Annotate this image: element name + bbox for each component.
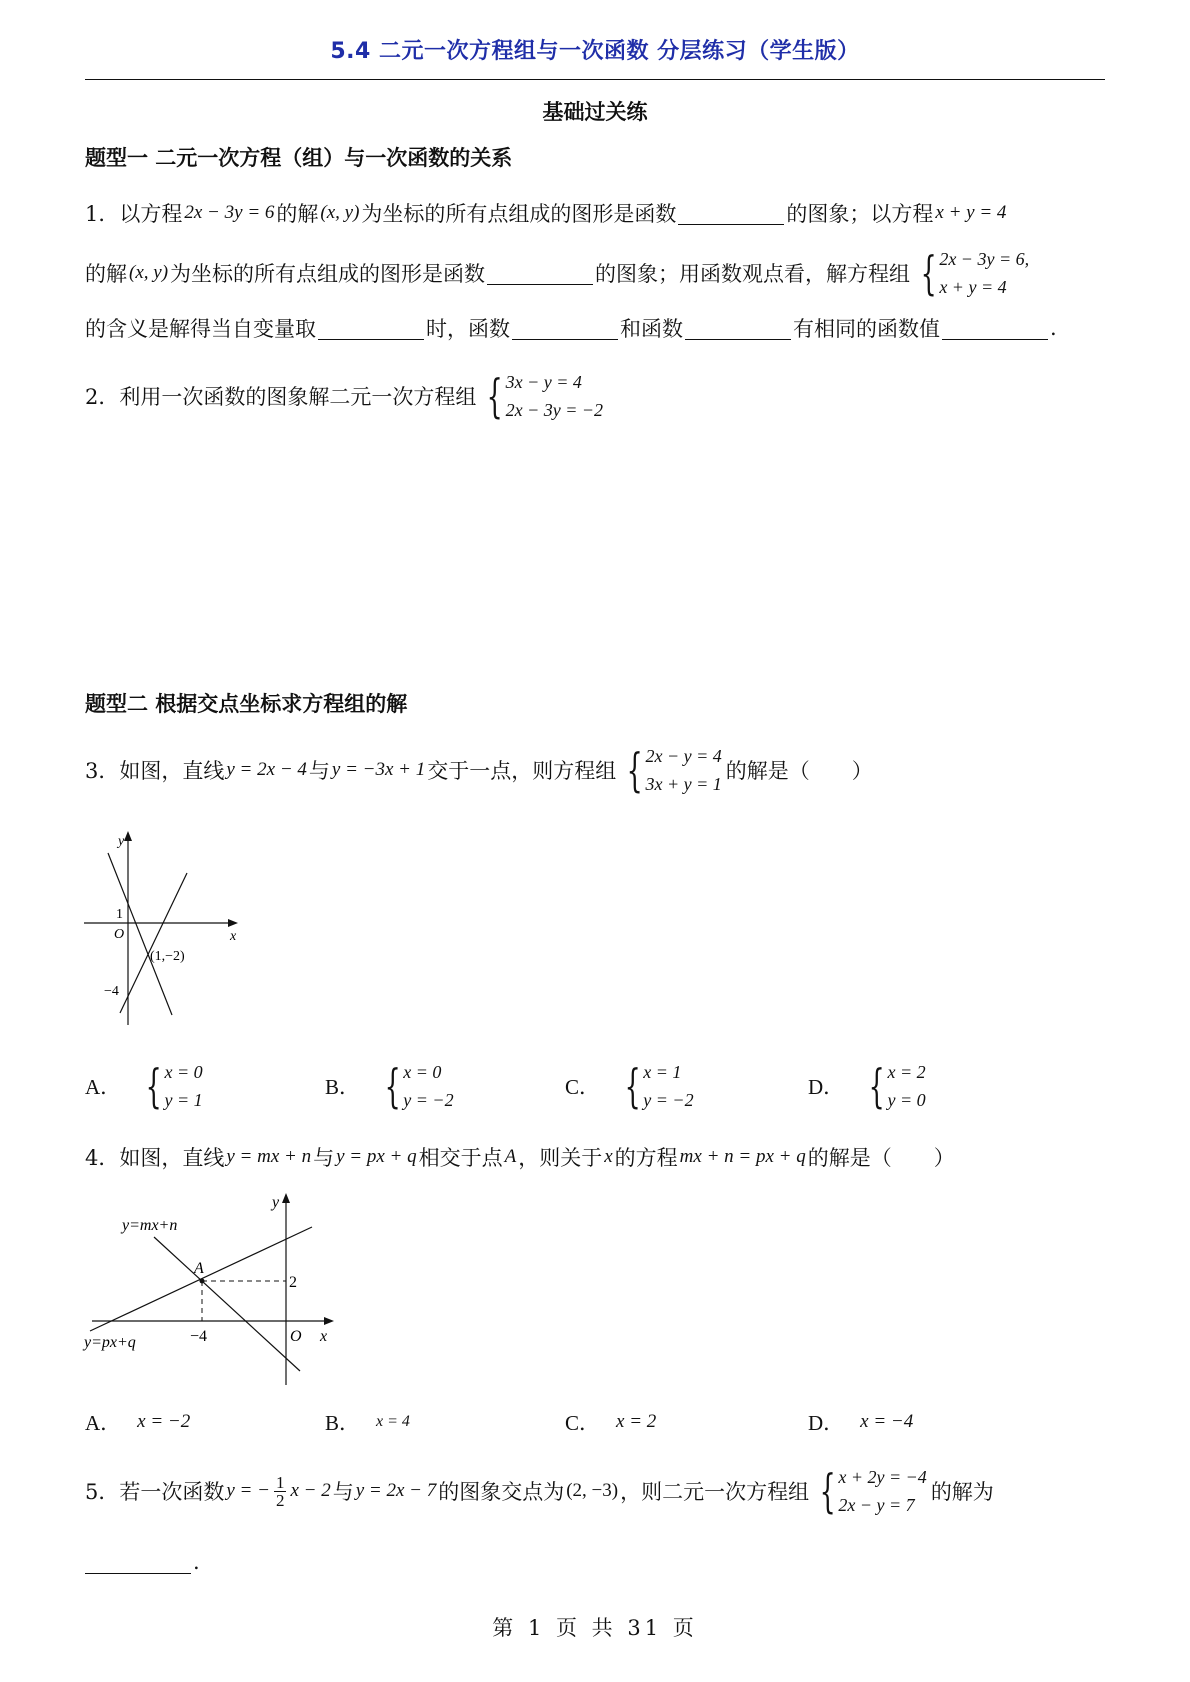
question-1-line-2	[85, 245, 1033, 301]
equation-system	[139, 1058, 202, 1114]
section-heading-2: 题型二 根据交点坐标求方程组的解	[85, 692, 408, 716]
q1-xy: (x, y)	[320, 202, 360, 223]
option-value: x = 2	[616, 1411, 657, 1432]
intersection-label: (1,−2)	[150, 949, 185, 964]
q1-period: .	[1050, 316, 1057, 340]
question-4	[85, 1142, 955, 1172]
answer-blank[interactable]	[678, 202, 784, 225]
q3-text: 交于一点，则方程组	[427, 759, 617, 783]
question-1-line-1	[85, 198, 1008, 228]
option-value: x = 4	[376, 1413, 410, 1430]
line-label-px-q: y=px+q	[84, 1334, 136, 1351]
system-row: x = 1	[643, 1062, 682, 1082]
system-row: x = 0	[164, 1062, 203, 1082]
system-row: x + 2y = −4	[838, 1467, 927, 1487]
y-axis-arrow-icon	[282, 1193, 290, 1203]
answer-blank[interactable]	[942, 317, 1048, 340]
q1-equation-2: x + y = 4	[935, 202, 1007, 223]
q5-text: ，则二元一次方程组	[620, 1480, 810, 1504]
question-5-answer-line	[85, 1550, 200, 1574]
q4-point: A	[504, 1146, 517, 1167]
brace-icon: {	[626, 743, 643, 797]
point-a-marker	[200, 1279, 205, 1284]
line-y-2x-minus-4	[120, 873, 187, 1013]
q1-text: 为坐标的所有点组成的图形是函数	[361, 202, 677, 226]
q3-option-a[interactable]	[85, 1058, 207, 1114]
q5-equation-2: y = 2x − 7	[355, 1480, 437, 1501]
equation-system	[862, 1058, 925, 1114]
system-row: 2x − 3y = 6,	[939, 249, 1030, 269]
line-label-mx-n: y=mx+n	[122, 1217, 178, 1234]
page-number: 第 1 页 共 31 页	[492, 1616, 698, 1640]
q3-option-c[interactable]	[565, 1058, 698, 1114]
fraction-numerator: 1	[275, 1472, 285, 1492]
y-axis-label: y	[118, 834, 125, 849]
q4-option-a[interactable]	[85, 1407, 192, 1437]
level-heading: 基础过关练	[542, 100, 648, 124]
answer-blank[interactable]	[318, 317, 424, 340]
tick-label-neg4: −4	[104, 984, 119, 999]
brace-icon: {	[624, 1059, 641, 1113]
point-a-label: A	[194, 1260, 204, 1277]
equation-system	[480, 368, 603, 424]
q3-graph	[80, 825, 250, 1030]
answer-blank[interactable]	[85, 1551, 191, 1574]
q4-text: 的方程	[614, 1146, 678, 1170]
q3-option-b[interactable]	[325, 1058, 458, 1114]
q1-text: 有相同的函数值	[793, 317, 940, 341]
q4-text: 的解是（ ）	[807, 1146, 955, 1170]
section-heading-1: 题型一 二元一次方程（组）与一次函数的关系	[85, 146, 513, 170]
q4-variable: x	[604, 1146, 613, 1167]
brace-icon: {	[920, 246, 937, 300]
q4-equation-3: mx + n = px + q	[679, 1146, 806, 1167]
q1-text: 的含义是解得当自变量取	[85, 317, 316, 341]
equation-system	[813, 1463, 927, 1519]
q5-period: .	[193, 1550, 200, 1574]
q5-text: 与	[332, 1480, 354, 1504]
q1-text: 的图象；以方程	[786, 202, 934, 226]
q4-text: ，则关于	[518, 1146, 603, 1170]
q1-text: 的解	[276, 202, 319, 226]
q4-graph	[82, 1185, 342, 1390]
origin-label: O	[290, 1328, 302, 1345]
header-divider	[85, 79, 1105, 80]
q1-text: 时，函数	[426, 317, 510, 341]
q1-equation-1: 2x − 3y = 6	[184, 202, 275, 223]
q5-text: 的图象交点为	[438, 1480, 565, 1504]
system-row: y = 1	[164, 1090, 203, 1110]
q1-xy: (x, y)	[129, 262, 169, 283]
option-label: C．	[565, 1075, 601, 1099]
system-row: y = −2	[403, 1090, 454, 1110]
q4-option-c[interactable]	[565, 1407, 658, 1437]
brace-icon: {	[819, 1464, 836, 1518]
q3-text: 与	[308, 759, 330, 783]
brace-icon: {	[384, 1059, 401, 1113]
q5-text: 的解为	[930, 1480, 994, 1504]
y-axis-arrow-icon	[124, 831, 132, 841]
q4-text: 与	[313, 1146, 335, 1170]
q1-text: 和函数	[620, 317, 683, 341]
q1-text: 的图象；用函数观点看，解方程组	[595, 262, 911, 286]
x-axis-label: x	[230, 929, 237, 944]
option-label: A．	[85, 1075, 122, 1099]
fraction-denominator: 2	[275, 1490, 285, 1510]
option-label: D．	[808, 1411, 845, 1435]
option-label: C．	[565, 1411, 601, 1435]
option-label: D．	[808, 1075, 845, 1099]
equation-system	[618, 1058, 694, 1114]
q4-option-d[interactable]	[808, 1407, 915, 1437]
option-value: x = −2	[137, 1411, 191, 1432]
answer-blank[interactable]	[487, 262, 593, 285]
q4-option-b[interactable]	[325, 1407, 412, 1437]
system-row: x = 2	[887, 1062, 926, 1082]
option-value: x = −4	[860, 1411, 914, 1432]
answer-blank[interactable]	[512, 317, 618, 340]
document-title: 5.4 二元一次方程组与一次函数 分层练习（学生版）	[330, 39, 860, 64]
q3-equation-2: y = −3x + 1	[331, 759, 426, 780]
line-y-mx-plus-n	[154, 1237, 300, 1371]
brace-icon: {	[145, 1059, 162, 1113]
q5-equation-1-prefix: y = −	[226, 1480, 270, 1501]
q3-option-d[interactable]	[808, 1058, 930, 1114]
equation-system	[378, 1058, 454, 1114]
equation-system	[914, 245, 1029, 301]
equation-system	[620, 742, 722, 798]
tick-label-1: 1	[116, 907, 123, 922]
system-row: x = 0	[403, 1062, 442, 1082]
tick-label-2: 2	[289, 1274, 297, 1291]
origin-label: O	[114, 927, 125, 942]
q4-equation-2: y = px + q	[336, 1146, 417, 1167]
q4-equation-1: y = mx + n	[226, 1146, 312, 1167]
brace-icon: {	[486, 369, 504, 423]
brace-icon: {	[868, 1059, 885, 1113]
q1-text: 的解	[85, 262, 127, 286]
option-label: B．	[325, 1075, 361, 1099]
system-row: 2x − 3y = −2	[505, 400, 604, 420]
q4-text: 4．如图，直线	[85, 1146, 225, 1170]
system-row: x + y = 4	[939, 277, 1007, 297]
q1-text: 1．以方程	[85, 202, 183, 226]
question-1-line-3	[85, 313, 1057, 343]
q5-point: (2, −3)	[566, 1480, 619, 1501]
answer-blank[interactable]	[685, 317, 791, 340]
option-label: B．	[325, 1411, 361, 1435]
system-row: 3x + y = 1	[645, 774, 722, 794]
x-axis-arrow-icon	[324, 1317, 334, 1325]
option-label: A．	[85, 1411, 122, 1435]
y-axis-label: y	[272, 1194, 280, 1211]
system-row: y = −2	[643, 1090, 694, 1110]
tick-label-neg4: −4	[190, 1328, 208, 1345]
q3-text: 的解是（ ）	[725, 759, 873, 783]
system-row: 2x − y = 4	[645, 746, 722, 766]
q5-text: 5．若一次函数	[85, 1480, 225, 1504]
x-axis-arrow-icon	[228, 919, 238, 927]
system-row: y = 0	[887, 1090, 926, 1110]
q3-text: 3．如图，直线	[85, 759, 225, 783]
question-2	[85, 368, 607, 424]
question-3	[85, 742, 873, 798]
q2-text: 2．利用一次函数的图象解二元一次方程组	[85, 385, 477, 409]
q5-equation-1-suffix: x − 2	[290, 1480, 331, 1501]
q3-equation-1: y = 2x − 4	[226, 759, 307, 780]
system-row: 3x − y = 4	[505, 372, 582, 392]
question-5	[85, 1463, 994, 1519]
system-row: 2x − y = 7	[838, 1495, 915, 1515]
q4-text: 相交于点	[418, 1146, 503, 1170]
q1-text: 为坐标的所有点组成的图形是函数	[170, 262, 486, 286]
x-axis-label: x	[320, 1328, 328, 1345]
fraction-one-half	[274, 1474, 287, 1509]
